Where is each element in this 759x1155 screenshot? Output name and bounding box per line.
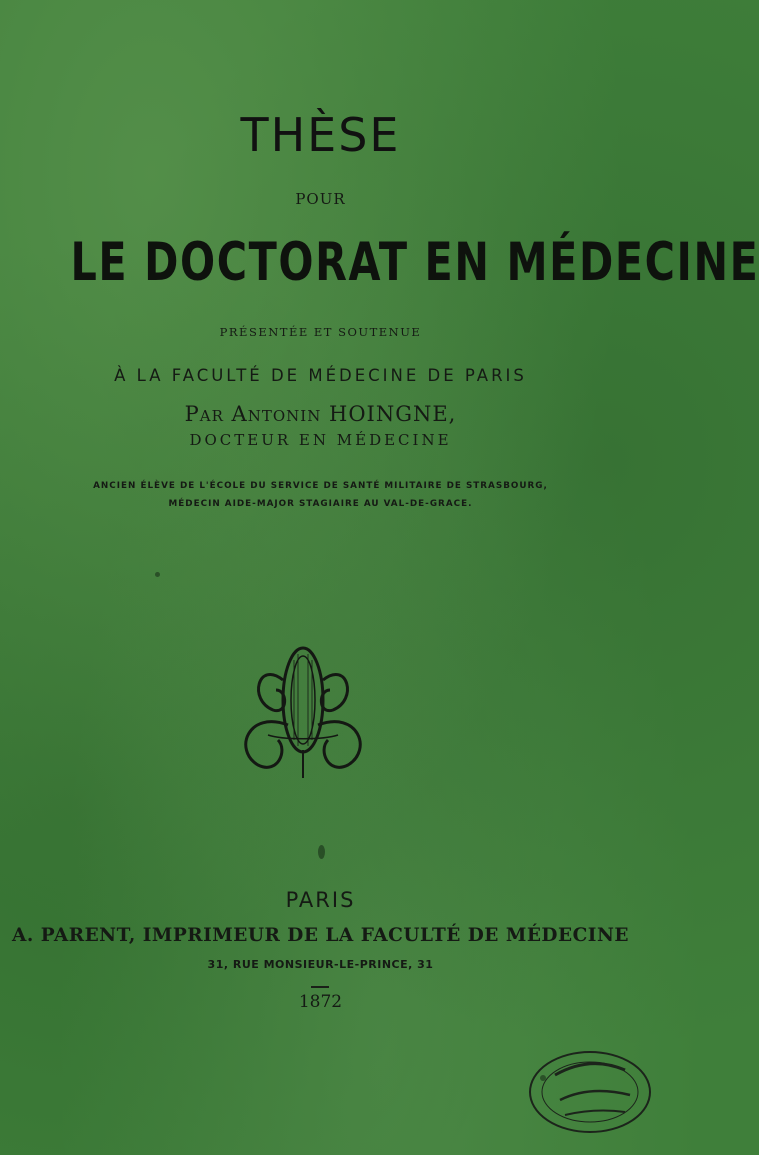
subject-heading: LE DOCTORAT EN MÉDECINE xyxy=(70,232,759,293)
ink-speck xyxy=(318,845,325,859)
year-line: 1872 xyxy=(298,992,343,1012)
degree-line: DOCTEUR EN MÉDECINE xyxy=(189,431,452,449)
ink-speck xyxy=(540,1075,546,1081)
faculty-line: À LA FACULTÉ DE MÉDECINE DE PARIS xyxy=(114,366,527,385)
author-line: Par Antonin HOINGNE, xyxy=(184,402,457,426)
ornate-monogram-icon xyxy=(228,640,378,780)
pour-label: POUR xyxy=(295,190,346,208)
printer-line: A. PARENT, IMPRIMEUR DE LA FACULTÉ DE MÉDECINE xyxy=(12,925,629,946)
credential-line-2: MÉDECIN AIDE-MAJOR STAGIAIRE AU VAL-DE-GRACE. xyxy=(168,499,473,509)
address-line: 31, RUE MONSIEUR-LE-PRINCE, 31 xyxy=(207,958,434,971)
credential-line-1: ANCIEN ÉLÈVE DE L'ÉCOLE DU SERVICE DE SANTÉ MILITAIRE DE STRASBOURG, xyxy=(93,481,548,491)
presented-line: PRÉSENTÉE ET SOUTENUE xyxy=(219,325,422,339)
ink-speck xyxy=(155,572,160,577)
library-stamp-icon xyxy=(520,1030,645,1130)
title: THÈSE xyxy=(240,108,401,162)
city-line: PARIS xyxy=(285,888,356,912)
divider-rule xyxy=(311,986,329,988)
